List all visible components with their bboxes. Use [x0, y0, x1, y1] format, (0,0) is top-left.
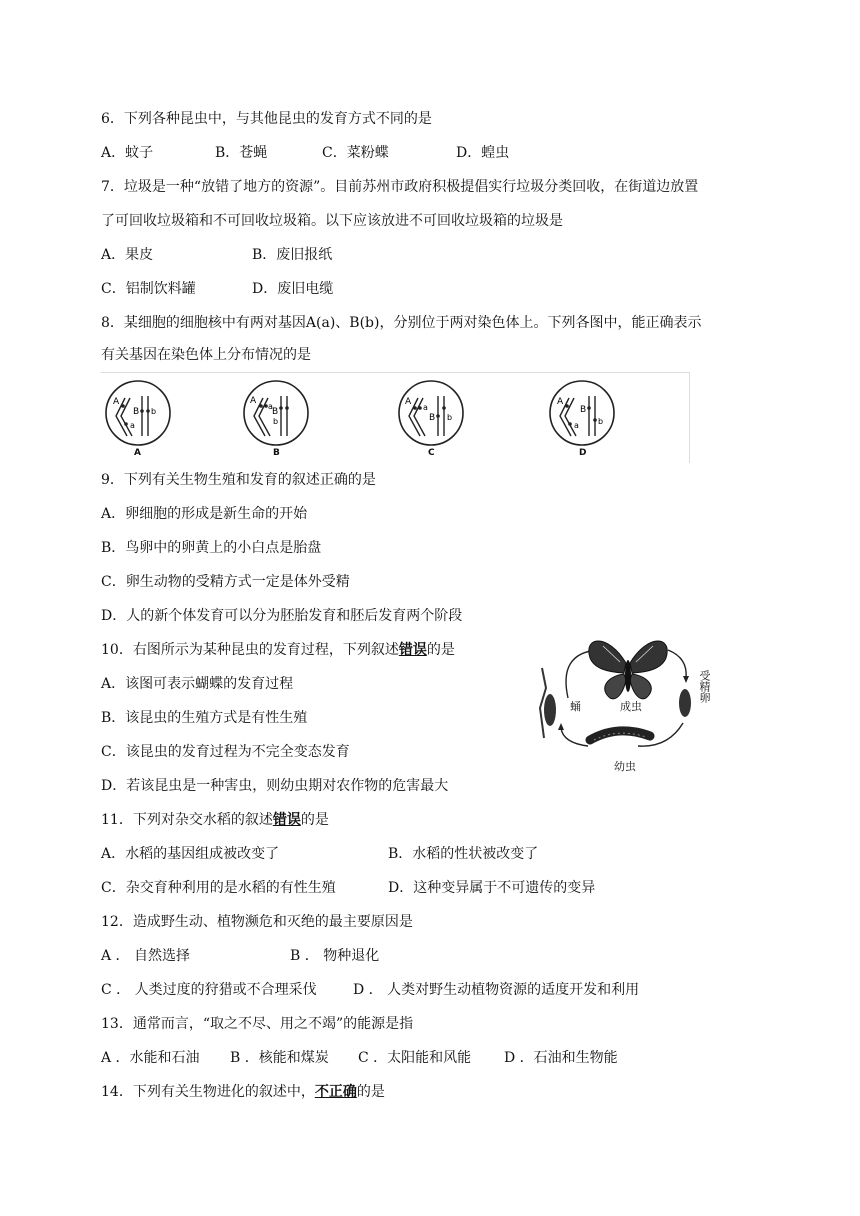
q7-option-d: D．废旧电缆 [252, 281, 334, 297]
q10-stem [101, 640, 455, 660]
butterfly-adult-icon [589, 641, 667, 699]
svg-text:B: B [272, 407, 279, 417]
svg-text:b: b [273, 417, 279, 426]
q11-option-a: A．水稻的基因组成被改变了 [101, 846, 280, 862]
label-pupa: 蛹 [570, 700, 581, 713]
q7-option-a: A．果皮 [101, 247, 154, 263]
q10-stem-pre: 10．右图所示为某种昆虫的发育过程，下列叙述 [101, 642, 399, 658]
q11-option-b: B．水稻的性状被改变了 [388, 846, 539, 862]
cell-diagram-a [103, 378, 173, 448]
q13-stem: 13．通常而言，“取之不尽、用之不竭”的能源是指 [101, 1016, 414, 1032]
q14-stem-post: 的是 [356, 1084, 385, 1100]
q12-option-b: B ． 物种退化 [290, 948, 380, 964]
svg-text:A: A [405, 397, 412, 407]
label-fertilized-egg: 受精卵 [698, 670, 711, 703]
svg-text:B: B [429, 413, 436, 423]
cell-diagram-c [396, 378, 466, 448]
pupa-icon [540, 668, 556, 738]
q6-option-b: B．苍蝇 [215, 145, 268, 161]
q9-option-c: C．卵生动物的受精方式一定是体外受精 [101, 574, 350, 590]
q13-option-a: A ．水能和石油 [101, 1050, 200, 1066]
svg-text:A: A [250, 396, 257, 406]
q10-option-b: B．该昆虫的生殖方式是有性生殖 [101, 710, 308, 726]
q11-option-c: C．杂交育种利用的是水稻的有性生殖 [101, 880, 336, 896]
cell-label-a: A [134, 448, 141, 458]
q9-stem: 9．下列有关生物生殖和发育的叙述正确的是 [101, 472, 376, 488]
svg-text:a: a [574, 421, 579, 430]
q10-option-a: A．该图可表示蝴蝶的发育过程 [101, 676, 294, 692]
egg-icon [679, 689, 691, 717]
label-larva: 幼虫 [614, 760, 636, 773]
q10-option-d: D．若该昆虫是一种害虫，则幼虫期对农作物的危害最大 [101, 778, 449, 794]
svg-text:a: a [423, 403, 428, 412]
q13-option-c: C ．太阳能和风能 [358, 1050, 472, 1066]
q12-option-c: C ． 人类过度的狩猎或不合理采伐 [101, 982, 317, 998]
cell-label-d: D [579, 448, 587, 458]
q13-option-b: B ．核能和煤炭 [230, 1050, 329, 1066]
q14-stem-emphasis: 不正确 [314, 1084, 357, 1100]
arrow-adult-to-egg [668, 650, 686, 678]
larva-icon [590, 731, 650, 740]
q10-stem-post: 的是 [426, 642, 455, 658]
q9-option-d: D．人的新个体发育可以分为胚胎发育和胚后发育两个阶段 [101, 608, 463, 624]
arrow-larva-to-pupa [561, 728, 588, 746]
insect-lifecycle-figure [528, 628, 724, 778]
cell-label-c: C [428, 448, 435, 458]
q8-stem-line2: 有关基因在染色体上分布情况的是 [101, 347, 311, 363]
cell-label-b: B [273, 448, 280, 458]
svg-text:b: b [447, 413, 453, 422]
chromosome-figure-strip [101, 372, 690, 463]
q8-stem-line1: 8．某细胞的细胞核中有两对基因A(a)、B(b)，分别位于两对染色体上。下列各图中，能正确表示 [101, 315, 702, 331]
q6-option-a: A．蚊子 [101, 145, 154, 161]
q13-option-d: D ．石油和生物能 [504, 1050, 618, 1066]
svg-text:B: B [133, 407, 140, 417]
svg-text:a: a [268, 402, 273, 411]
q11-stem-pre: 11．下列对杂交水稻的叙述 [101, 812, 273, 828]
q9-option-a: A．卵细胞的形成是新生命的开始 [101, 506, 308, 522]
q10-stem-emphasis: 错误 [398, 642, 427, 658]
q6-option-c: C．菜粉蝶 [322, 145, 389, 161]
svg-text:a: a [130, 421, 135, 430]
q12-stem: 12．造成野生动、植物濒危和灭绝的最主要原因是 [101, 914, 413, 930]
q12-option-a: A ． 自然选择 [101, 948, 191, 964]
cell-diagram-b [241, 378, 311, 448]
q6-stem: 6．下列各种昆虫中，与其他昆虫的发育方式不同的是 [101, 111, 432, 127]
label-adult: 成虫 [620, 700, 642, 713]
q11-stem-emphasis: 错误 [272, 812, 301, 828]
q7-option-c: C．铝制饮料罐 [101, 281, 196, 297]
q11-stem-post: 的是 [300, 812, 329, 828]
q12-option-d: D ． 人类对野生动植物资源的适度开发和利用 [353, 982, 640, 998]
svg-text:b: b [598, 417, 604, 426]
q11-stem [101, 810, 329, 830]
q9-option-b: B．鸟卵中的卵黄上的小白点是胎盘 [101, 540, 322, 556]
svg-text:B: B [580, 405, 587, 415]
svg-text:A: A [113, 397, 120, 407]
svg-text:A: A [557, 397, 564, 407]
q7-stem-line2: 了可回收垃圾箱和不可回收垃圾箱。以下应该放进不可回收垃圾箱的垃圾是 [101, 213, 563, 229]
svg-text:b: b [151, 407, 157, 416]
q7-option-b: B．废旧报纸 [252, 247, 333, 263]
q14-stem [101, 1082, 385, 1102]
cell-diagram-d [547, 378, 617, 448]
q6-option-d: D．蝗虫 [456, 145, 510, 161]
q10-option-c: C．该昆虫的发育过程为不完全变态发育 [101, 744, 350, 760]
q11-option-d: D．这种变异属于不可遗传的变异 [388, 880, 596, 896]
q7-stem-line1: 7．垃圾是一种“放错了地方的资源”。目前苏州市政府积极提倡实行垃圾分类回收，在街道边放置 [101, 179, 699, 195]
q14-stem-pre: 14．下列有关生物进化的叙述中， [101, 1084, 315, 1100]
